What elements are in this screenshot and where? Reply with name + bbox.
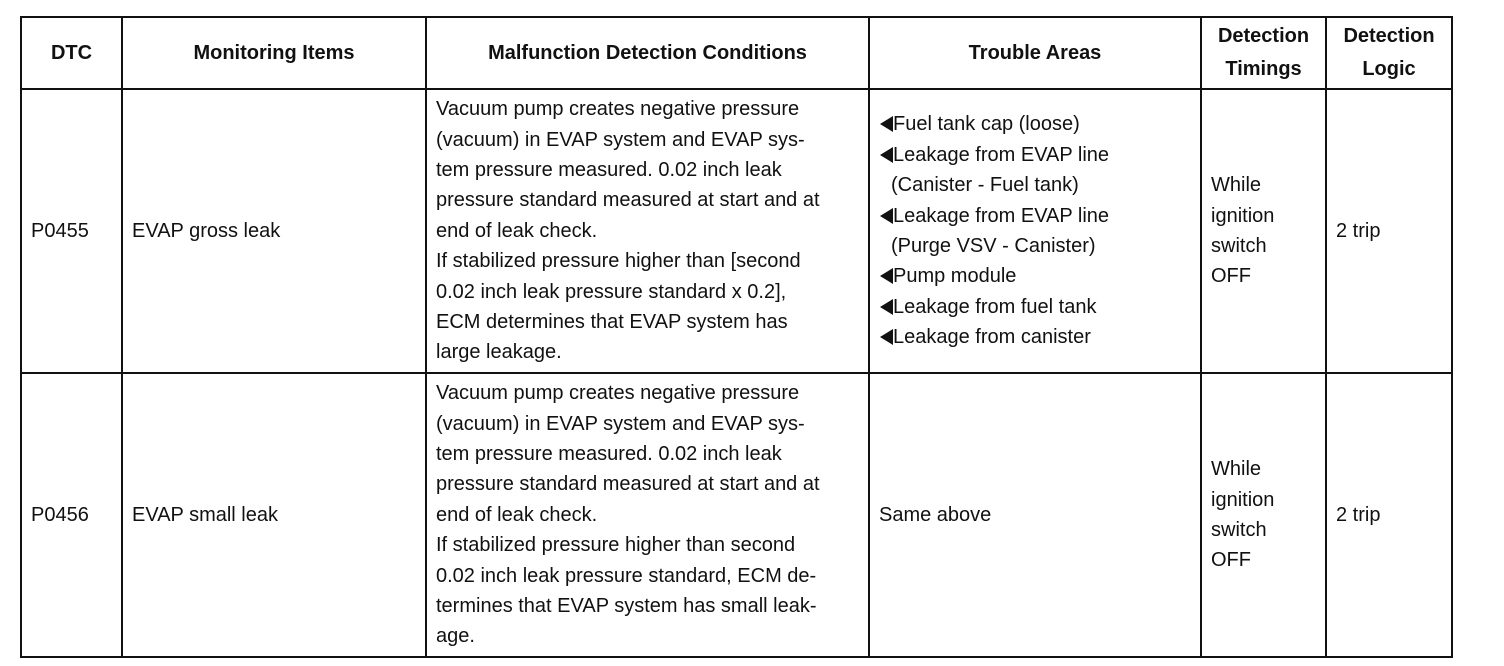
trouble-area-text: Pump module bbox=[893, 265, 1017, 288]
condition-line: large leakage. bbox=[436, 341, 562, 364]
condition-line: tem pressure measured. 0.02 inch leak bbox=[436, 158, 782, 181]
trouble-area-text: Leakage from fuel tank bbox=[893, 295, 1097, 318]
header-conditions: Malfunction Detection Conditions bbox=[426, 17, 869, 89]
condition-line: tem pressure measured. 0.02 inch leak bbox=[436, 442, 782, 465]
triangle-bullet-icon bbox=[880, 116, 893, 132]
header-detection-timings bbox=[1201, 17, 1326, 89]
header-trouble-areas: Trouble Areas bbox=[869, 17, 1201, 89]
condition-line: pressure standard measured at start and at bbox=[436, 473, 820, 496]
timing-line: switch bbox=[1211, 235, 1267, 257]
detection-conditions bbox=[426, 373, 869, 657]
trouble-area-text: Leakage from EVAP line bbox=[893, 143, 1110, 166]
condition-line: termines that EVAP system has small leak- bbox=[436, 595, 817, 618]
header-line: Detection bbox=[1343, 25, 1435, 47]
triangle-bullet-icon bbox=[880, 268, 893, 284]
dtc-table bbox=[20, 16, 1453, 658]
header-monitoring-items: Monitoring Items bbox=[122, 17, 426, 89]
trouble-area-item bbox=[879, 201, 1191, 231]
condition-line: If stabilized pressure higher than [second bbox=[436, 250, 801, 273]
triangle-bullet-icon bbox=[880, 208, 893, 224]
trouble-area-text: Leakage from EVAP line bbox=[893, 204, 1110, 227]
detection-conditions bbox=[426, 89, 869, 373]
triangle-bullet-icon bbox=[880, 299, 893, 315]
condition-line: end of leak check. bbox=[436, 219, 598, 242]
trouble-area-item bbox=[879, 109, 1191, 139]
trouble-area-item bbox=[879, 292, 1191, 322]
detection-logic: 2 trip bbox=[1326, 373, 1452, 657]
condition-line: ECM determines that EVAP system has bbox=[436, 311, 788, 334]
monitoring-item: EVAP gross leak bbox=[122, 89, 426, 373]
condition-line: age. bbox=[436, 625, 475, 648]
condition-line: (vacuum) in EVAP system and EVAP sys- bbox=[436, 128, 805, 151]
header-detection-logic bbox=[1326, 17, 1452, 89]
detection-logic: 2 trip bbox=[1326, 89, 1452, 373]
trouble-area-item bbox=[879, 261, 1191, 291]
detection-timing bbox=[1201, 89, 1326, 373]
trouble-area-item bbox=[879, 322, 1191, 352]
condition-line: pressure standard measured at start and at bbox=[436, 189, 820, 212]
condition-line: If stabilized pressure higher than second bbox=[436, 534, 796, 557]
timing-line: While bbox=[1211, 458, 1262, 481]
condition-line: 0.02 inch leak pressure standard x 0.2], bbox=[436, 280, 787, 303]
timing-line: While bbox=[1211, 174, 1262, 197]
condition-line: 0.02 inch leak pressure standard, ECM de- bbox=[436, 564, 817, 587]
timing-line: switch bbox=[1211, 519, 1267, 541]
timing-line: OFF bbox=[1211, 549, 1251, 572]
condition-line: end of leak check. bbox=[436, 503, 598, 526]
trouble-area-item bbox=[879, 140, 1191, 170]
trouble-area-text: (Canister - Fuel tank) bbox=[891, 174, 1079, 197]
table-row-p0455 bbox=[21, 89, 1452, 373]
triangle-bullet-icon bbox=[880, 147, 893, 163]
header-line: Logic bbox=[1362, 58, 1416, 80]
trouble-areas: Same above bbox=[869, 373, 1201, 657]
dtc-code: P0455 bbox=[21, 89, 122, 373]
dtc-code: P0456 bbox=[21, 373, 122, 657]
trouble-area-text: (Purge VSV - Canister) bbox=[891, 235, 1096, 257]
condition-line: (vacuum) in EVAP system and EVAP sys- bbox=[436, 412, 805, 435]
header-line: Detection bbox=[1217, 25, 1310, 47]
trouble-area-text: Fuel tank cap (loose) bbox=[893, 113, 1080, 136]
condition-line: Vacuum pump creates negative pressure bbox=[436, 98, 800, 121]
header-dtc: DTC bbox=[21, 17, 122, 89]
trouble-area-text: Leakage from canister bbox=[893, 326, 1091, 349]
detection-timing bbox=[1201, 373, 1326, 657]
trouble-areas bbox=[869, 89, 1201, 373]
condition-line: Vacuum pump creates negative pressure bbox=[436, 382, 800, 405]
timing-line: ignition bbox=[1211, 204, 1275, 227]
triangle-bullet-icon bbox=[880, 329, 893, 345]
header-line: Timings bbox=[1225, 58, 1302, 80]
timing-line: ignition bbox=[1211, 488, 1275, 511]
monitoring-item: EVAP small leak bbox=[122, 373, 426, 657]
timing-line: OFF bbox=[1211, 265, 1251, 288]
table-header-row bbox=[21, 17, 1452, 89]
table-row-p0456 bbox=[21, 373, 1452, 657]
